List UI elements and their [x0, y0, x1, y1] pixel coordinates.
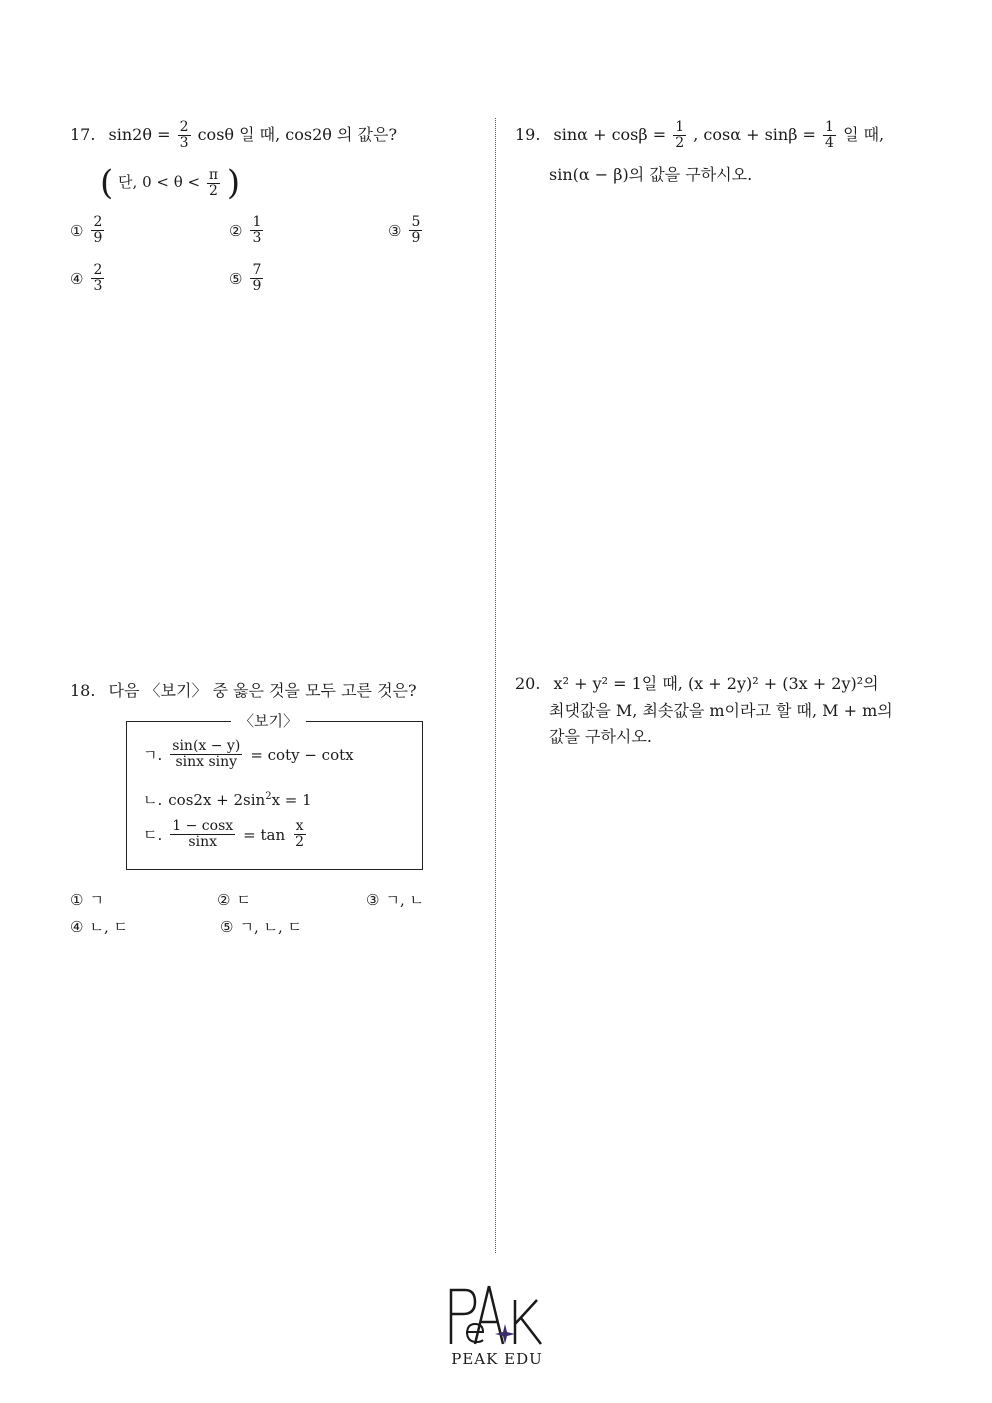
fraction-numerator: 2 — [93, 262, 103, 278]
problem-19-number: 19. — [515, 125, 541, 144]
peak-edu-logo — [443, 1282, 551, 1368]
bogi-item-a-mark: ㄱ. — [143, 746, 163, 764]
peak-logo-mark — [445, 1282, 549, 1348]
choice-mark: ① — [70, 221, 84, 240]
fraction-denominator: 3 — [179, 135, 189, 151]
problem-17-condition-fraction — [207, 168, 220, 199]
fraction-numerator: 2 — [93, 214, 103, 230]
bogi-item-c-fraction — [170, 819, 235, 850]
fraction-numerator: 7 — [252, 262, 262, 278]
fraction-denominator: 9 — [93, 230, 103, 246]
problem-20-line3: 값을 구하시오. — [549, 727, 652, 746]
problem-17-choice-2[interactable] — [229, 215, 265, 246]
problem-17 — [70, 120, 397, 151]
choice-mark: ⑤ — [220, 917, 234, 936]
fraction-numerator: 2 — [179, 119, 189, 135]
problem-17-question: 일 때, cos2θ 의 값은? — [239, 125, 398, 144]
problem-19-part1: sinα + cosβ = — [553, 125, 667, 144]
bogi-title: 〈보기〉 — [231, 710, 306, 731]
problem-20 — [515, 673, 879, 695]
choice-text: ㄴ, ㄷ — [89, 918, 128, 936]
choice-text: ㄷ — [236, 891, 251, 909]
bogi-item-b-sup: 2 — [265, 790, 272, 802]
fraction-denominator: sinx — [188, 834, 217, 850]
logo-text: PEAK EDU — [451, 1350, 543, 1368]
fraction-denominator: 3 — [252, 230, 262, 246]
fraction-denominator: 9 — [411, 230, 421, 246]
choice-mark: ⑤ — [229, 269, 243, 288]
problem-17-lhs: sin2θ = — [108, 125, 171, 144]
fraction-numerator: 1 — [825, 119, 834, 135]
problem-19-line2: sin(α − β)의 값을 구하시오. — [549, 165, 753, 184]
fraction-numerator: 1 — [675, 119, 685, 135]
choice-fraction — [250, 215, 263, 246]
problem-17-choice-5[interactable] — [229, 263, 265, 294]
choice-fraction — [91, 215, 104, 246]
choice-text: ㄱ, ㄴ, ㄷ — [239, 918, 302, 936]
open-paren: ( — [100, 163, 114, 203]
problem-17-rhs-tail: cosθ — [197, 125, 235, 144]
fraction-denominator: 2 — [295, 834, 305, 850]
problem-19-fraction-1 — [673, 120, 686, 151]
choice-mark: ③ — [366, 890, 380, 909]
fraction-numerator: x — [295, 818, 304, 834]
choice-text: ㄱ — [89, 891, 104, 909]
fraction-denominator: 2 — [675, 135, 685, 151]
fraction-numerator: sin(x − y) — [172, 738, 241, 754]
bogi-item-b-post: x = 1 — [271, 790, 312, 809]
problem-17-choice-4[interactable] — [70, 263, 106, 294]
fraction-numerator: 1 — [252, 214, 262, 230]
choice-mark: ④ — [70, 269, 84, 288]
fraction-denominator: 9 — [252, 278, 262, 294]
problem-20-number: 20. — [515, 674, 541, 693]
fraction-numerator: π — [208, 166, 219, 183]
fraction-denominator: 3 — [93, 278, 103, 294]
problem-20-line1: x² + y² = 1일 때, (x + 2y)² + (3x + 2y)²의 — [553, 674, 879, 693]
problem-18-stem: 다음 〈보기〉 중 옳은 것을 모두 고른 것은? — [108, 681, 417, 700]
problem-19-part3: 일 때, — [843, 125, 885, 144]
problem-17-condition — [100, 163, 241, 203]
fraction-denominator: sinx siny — [175, 754, 238, 770]
bogi-item-b — [143, 789, 312, 810]
bogi-item-a-rhs: = coty − cotx — [250, 745, 354, 764]
problem-19 — [515, 120, 884, 151]
fraction-numerator: 1 − cosx — [172, 818, 234, 834]
problem-17-choice-3[interactable] — [388, 215, 424, 246]
choice-fraction — [91, 263, 104, 294]
problem-17-number: 17. — [70, 125, 96, 144]
bogi-item-b-mark: ㄴ. — [143, 791, 163, 809]
problem-18-number: 18. — [70, 681, 96, 700]
problem-17-choice-1[interactable] — [70, 215, 106, 246]
choice-fraction — [250, 263, 263, 294]
bogi-item-b-expression — [168, 791, 311, 809]
bogi-item-c-mid: = tan — [243, 825, 286, 844]
bogi-item-c — [143, 819, 308, 850]
fraction-denominator: 4 — [825, 135, 834, 151]
bogi-item-a — [143, 739, 354, 770]
column-divider — [495, 118, 496, 1253]
problem-18-choice-1[interactable] — [70, 889, 104, 910]
problem-18-choice-2[interactable] — [217, 889, 251, 910]
bogi-item-b-pre: cos2x + 2sin — [168, 790, 266, 809]
choice-fraction — [409, 215, 422, 246]
problem-18-choice-3[interactable] — [366, 889, 424, 910]
fraction-numerator: 5 — [411, 214, 421, 230]
problem-19-fraction-2 — [823, 120, 836, 151]
choice-mark: ③ — [388, 221, 402, 240]
problem-18 — [70, 680, 417, 702]
choice-mark: ② — [229, 221, 243, 240]
problem-17-condition-text: 단, 0 < θ < — [118, 173, 201, 191]
problem-18-choice-5[interactable] — [220, 916, 302, 937]
bogi-item-a-fraction — [170, 739, 242, 770]
problem-20-line2: 최댓값을 M, 최솟값을 m이라고 할 때, M + m의 — [549, 701, 893, 720]
fraction-denominator: 2 — [209, 182, 218, 199]
choice-mark: ④ — [70, 917, 84, 936]
close-paren: ) — [226, 163, 241, 203]
bogi-item-c-tan-fraction — [293, 819, 306, 850]
problem-17-coef-fraction — [178, 120, 191, 151]
problem-19-part2: , cosα + sinβ = — [693, 125, 816, 144]
choice-text: ㄱ, ㄴ — [385, 891, 424, 909]
problem-18-choice-4[interactable] — [70, 916, 128, 937]
choice-mark: ② — [217, 890, 231, 909]
choice-mark: ① — [70, 890, 84, 909]
bogi-item-c-mark: ㄷ. — [143, 826, 163, 844]
